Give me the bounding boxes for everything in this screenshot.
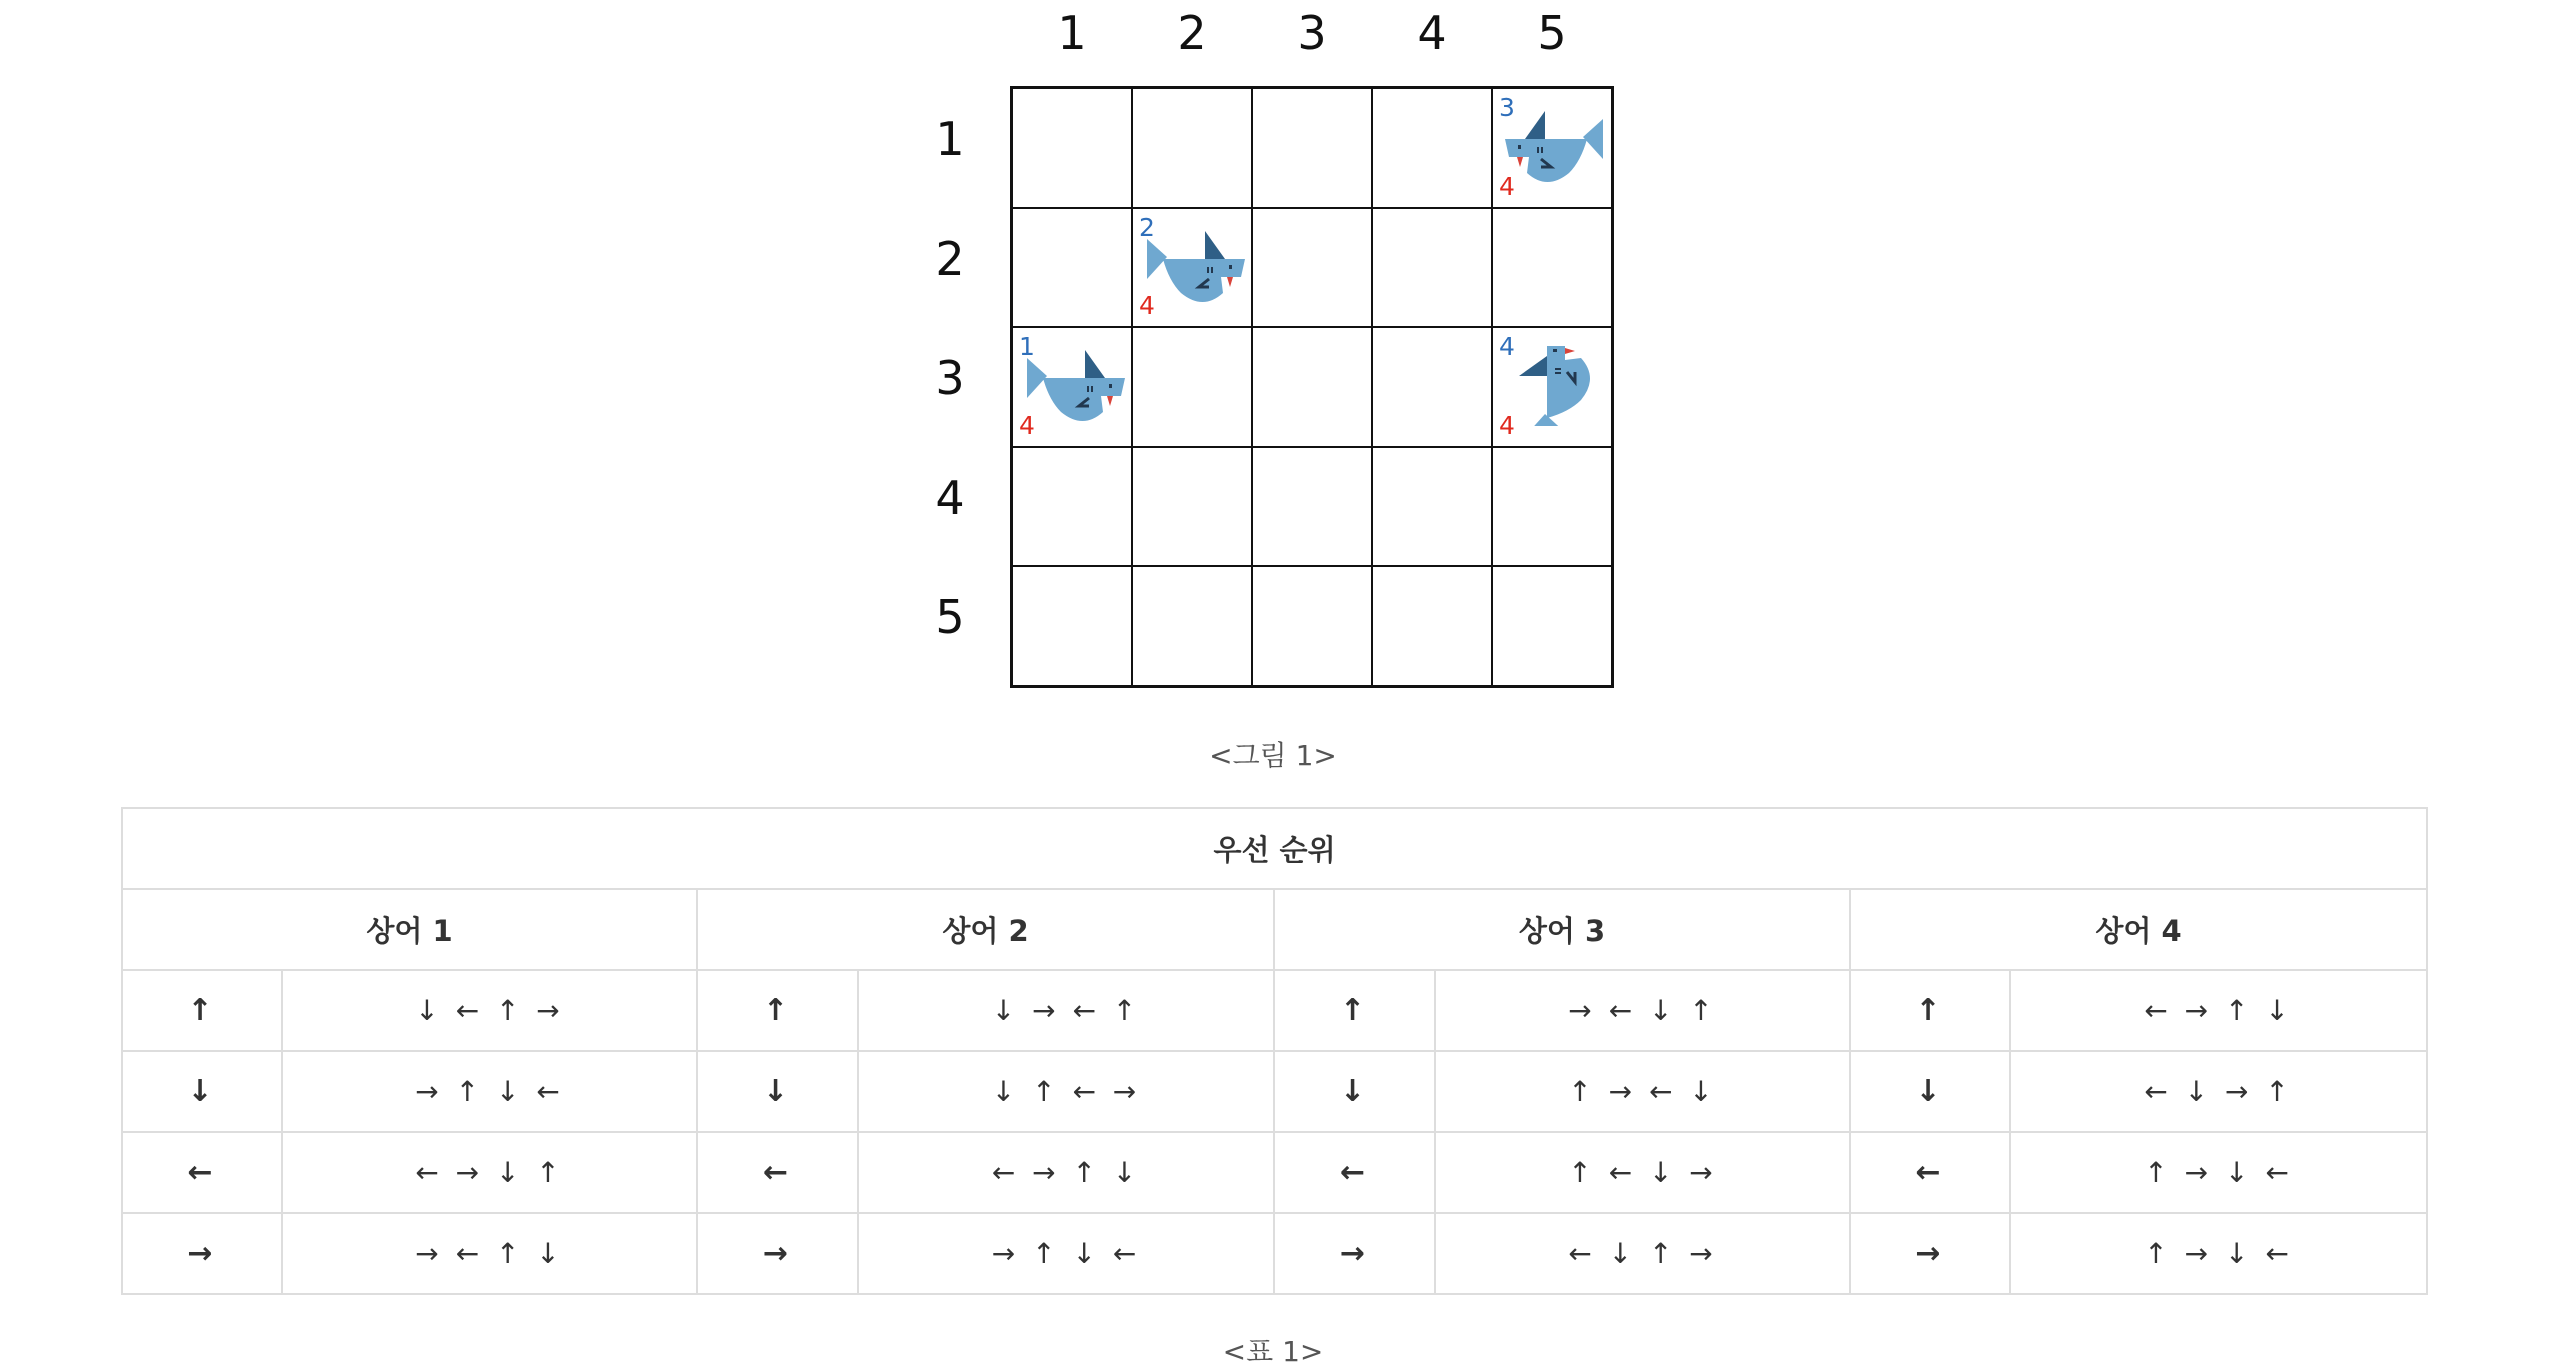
- column-label: 1: [1057, 6, 1087, 60]
- current-direction: ←: [697, 1132, 858, 1213]
- current-direction: ↓: [1850, 1051, 2010, 1132]
- row-label: 5: [935, 590, 965, 645]
- grid-cell: [1372, 88, 1492, 208]
- priority-sequence: ↓ ↑ ← →: [858, 1051, 1274, 1132]
- shark-header: 상어 3: [1274, 889, 1850, 970]
- priority-sequence: → ← ↑ ↓: [282, 1213, 697, 1294]
- grid-cell: [1372, 447, 1492, 567]
- current-direction: ←: [122, 1132, 282, 1213]
- table-row: [122, 970, 2427, 1051]
- grid-cell: [1252, 88, 1372, 208]
- current-direction: ↓: [1274, 1051, 1435, 1132]
- column-label: 3: [1297, 6, 1327, 60]
- shark-id: 3: [1499, 93, 1515, 122]
- shark-icon: [1023, 346, 1127, 426]
- priority-sequence: ← ↓ ↑ →: [1435, 1213, 1850, 1294]
- priority-sequence: ↓ ← ↑ →: [282, 970, 697, 1051]
- grid-cell: [1492, 208, 1612, 328]
- table-caption: <표 1>: [1222, 1335, 1324, 1368]
- grid-cell: [1012, 88, 1132, 208]
- grid-cell: [1372, 327, 1492, 447]
- grid-cell: [1252, 566, 1372, 686]
- grid-cell: [1252, 327, 1372, 447]
- board-grid: [1010, 86, 1614, 688]
- shark-id: 1: [1019, 332, 1035, 362]
- grid-cell: [1132, 447, 1252, 567]
- grid-cell: [1252, 208, 1372, 328]
- row-label: 3: [935, 351, 965, 406]
- current-direction: →: [697, 1213, 858, 1294]
- priority-sequence: → ↑ ↓ ←: [858, 1213, 1274, 1294]
- current-direction: ↑: [122, 970, 282, 1051]
- priority-sequence: ↑ → ← ↓: [1435, 1051, 1850, 1132]
- grid-cell: [1012, 208, 1132, 328]
- grid-cell: [1012, 566, 1132, 686]
- grid-cell: [1132, 566, 1252, 686]
- priority-table: [121, 807, 2428, 1295]
- shark-header: 상어 4: [1850, 889, 2427, 970]
- priority-sequence: ← ↓ → ↑: [2010, 1051, 2427, 1132]
- table-row: [122, 1213, 2427, 1294]
- priority-sequence: ↓ → ← ↑: [858, 970, 1274, 1051]
- priority-sequence: ← → ↓ ↑: [282, 1132, 697, 1213]
- grid-cell: [1492, 88, 1612, 208]
- table-row: [122, 1132, 2427, 1213]
- shark-direction: 4: [1019, 410, 1035, 440]
- current-direction: ↓: [122, 1051, 282, 1132]
- grid-cell: [1012, 447, 1132, 567]
- grid-cell: [1372, 208, 1492, 328]
- shark-icon: [1143, 227, 1247, 307]
- grid-cell: [1372, 566, 1492, 686]
- figure-caption: <그림 1>: [1209, 739, 1337, 772]
- shark-id: 2: [1139, 212, 1155, 242]
- column-label: 2: [1177, 6, 1207, 60]
- shark-id: 4: [1499, 332, 1515, 362]
- row-label: 2: [935, 231, 965, 286]
- current-direction: →: [1274, 1213, 1435, 1294]
- current-direction: ↑: [1850, 970, 2010, 1051]
- row-label: 1: [935, 112, 965, 166]
- shark-direction: 4: [1499, 410, 1515, 440]
- shark-header: 상어 2: [697, 889, 1274, 970]
- grid-cell: [1492, 447, 1612, 567]
- grid-cell: [1492, 566, 1612, 686]
- column-label: 4: [1417, 6, 1447, 60]
- shark-direction: 4: [1499, 171, 1515, 201]
- priority-sequence: ↑ → ↓ ←: [2010, 1132, 2427, 1213]
- shark-header: 상어 1: [122, 889, 697, 970]
- priority-sequence: ↑ → ↓ ←: [2010, 1213, 2427, 1294]
- shark-direction: 4: [1139, 291, 1155, 321]
- current-direction: ←: [1850, 1132, 2010, 1213]
- grid-cell: [1012, 327, 1132, 447]
- shark-icon: [1503, 107, 1607, 187]
- column-label: 5: [1537, 6, 1567, 60]
- grid-cell: [1132, 327, 1252, 447]
- priority-sequence: ← → ↑ ↓: [858, 1132, 1274, 1213]
- table-title: 우선 순위: [122, 808, 2427, 889]
- row-label: 4: [935, 470, 965, 525]
- current-direction: ←: [1274, 1132, 1435, 1213]
- current-direction: ↑: [697, 970, 858, 1051]
- current-direction: →: [1850, 1213, 2010, 1294]
- current-direction: ↓: [697, 1051, 858, 1132]
- priority-sequence: ← → ↑ ↓: [2010, 970, 2427, 1051]
- current-direction: →: [122, 1213, 282, 1294]
- priority-sequence: → ← ↓ ↑: [1435, 970, 1850, 1051]
- grid-cell: [1252, 447, 1372, 567]
- grid-cell: [1492, 327, 1612, 447]
- grid-cell: [1132, 88, 1252, 208]
- table-row: [122, 1051, 2427, 1132]
- grid-cell: [1132, 208, 1252, 328]
- priority-sequence: ↑ ← ↓ →: [1435, 1132, 1850, 1213]
- current-direction: ↑: [1274, 970, 1435, 1051]
- priority-sequence: → ↑ ↓ ←: [282, 1051, 697, 1132]
- shark-icon: [1503, 346, 1607, 426]
